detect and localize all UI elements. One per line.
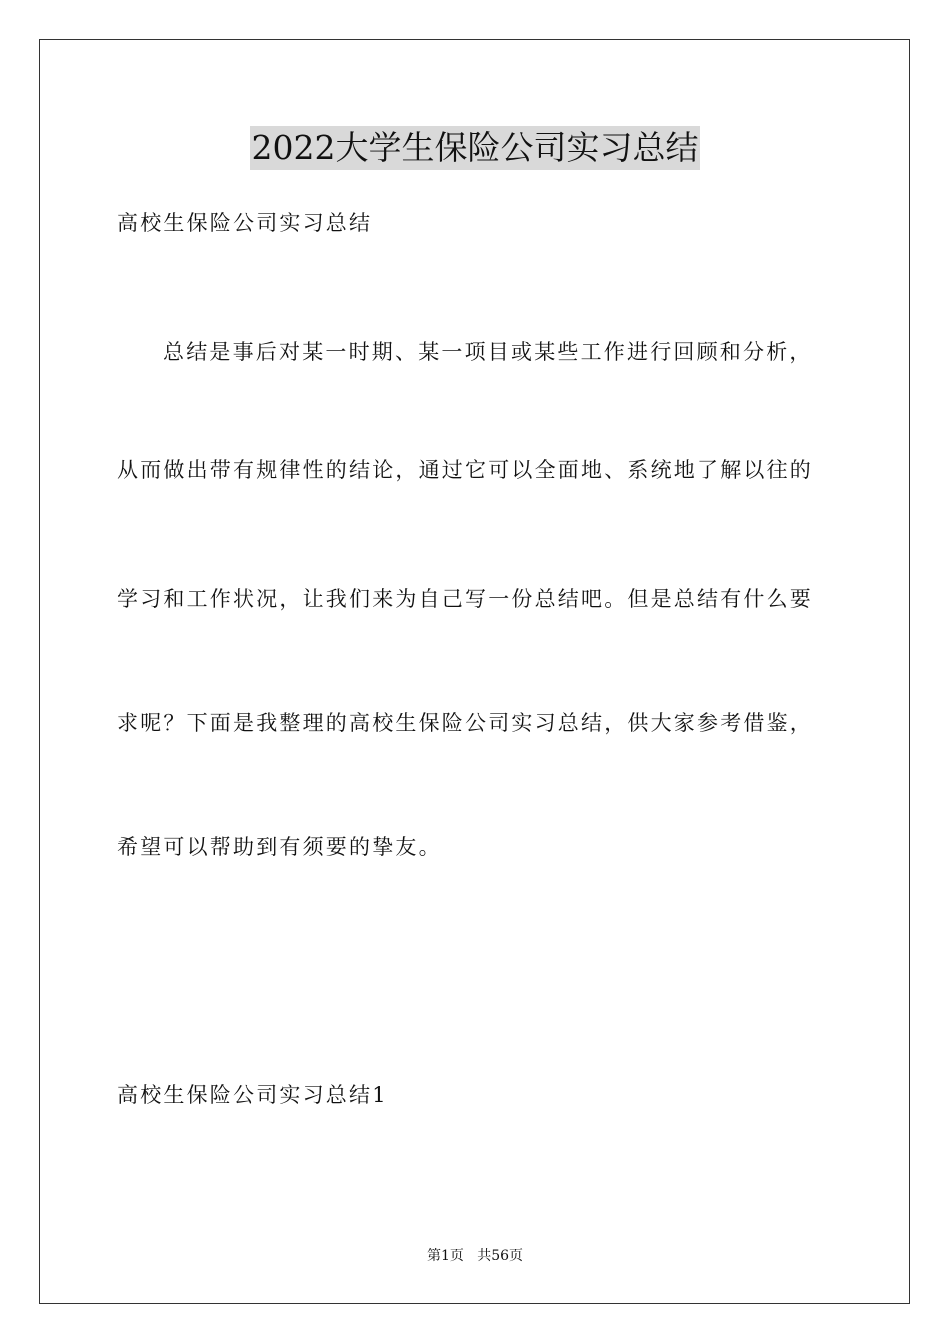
document-title xyxy=(0,126,950,170)
section-heading: 高校生保险公司实习总结1 xyxy=(117,1083,388,1107)
document-subtitle: 高校生保险公司实习总结 xyxy=(117,211,373,235)
paragraph-line: 从而做出带有规律性的结论，通过它可以全面地、系统地了解以往的 xyxy=(117,458,813,482)
paragraph-line: 希望可以帮助到有须要的挚友。 xyxy=(117,835,442,859)
page-footer: 第1页 共56页 xyxy=(426,1248,524,1264)
paragraph-line: 求呢？下面是我整理的高校生保险公司实习总结，供大家参考借鉴， xyxy=(117,711,813,735)
paragraph-line: 总结是事后对某一时期、某一项目或某些工作进行回顾和分析， xyxy=(163,340,813,364)
paragraph-line: 学习和工作状况，让我们来为自己写一份总结吧。但是总结有什么要 xyxy=(117,587,813,611)
document-title-text: 2022大学生保险公司实习总结 xyxy=(250,126,701,170)
